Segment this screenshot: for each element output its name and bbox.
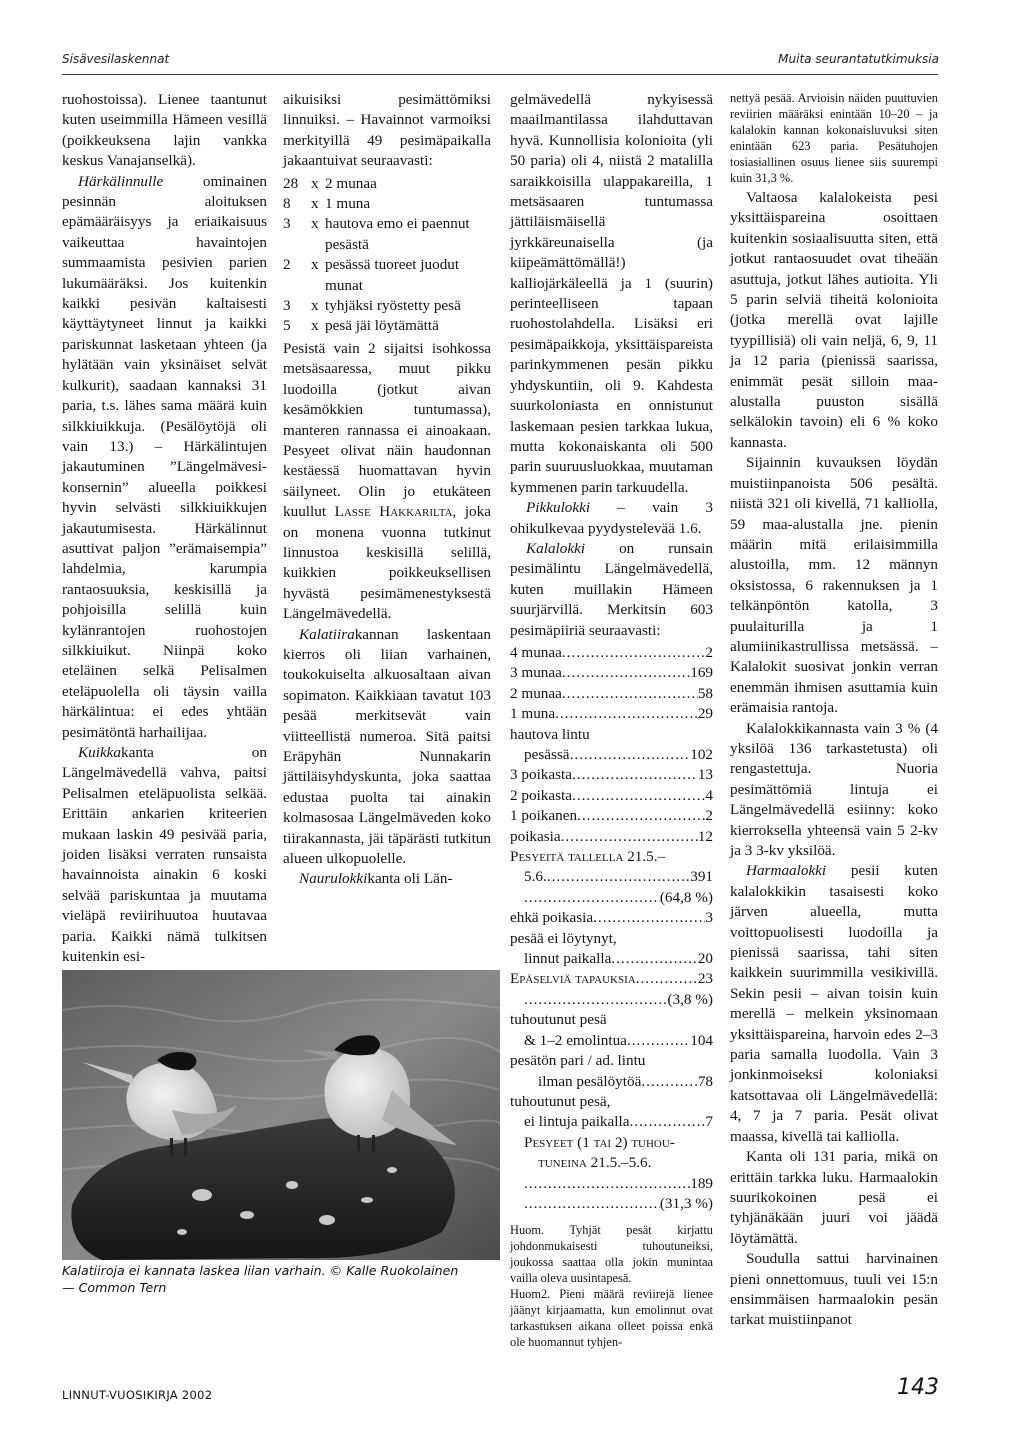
count-row [510, 643, 713, 663]
count-row [510, 1112, 713, 1132]
tally-multiplier: x [311, 195, 319, 213]
leader-dots [562, 663, 690, 683]
count-label: 4 munaa [510, 643, 562, 661]
count-row [510, 725, 713, 745]
count-row [510, 1174, 713, 1194]
running-header-right: Muita seurantatutkimuksia [778, 52, 939, 66]
count-label: ilman pesälöytöä [538, 1072, 642, 1090]
tally-label: tyhjäksi ryöstetty pesä [325, 297, 461, 315]
count-label: 2 munaa [510, 684, 562, 702]
leader-dots [627, 1031, 690, 1051]
count-row [510, 990, 713, 1010]
count-row [510, 949, 713, 969]
tally-row [283, 214, 491, 255]
count-label: poikasia [510, 827, 561, 845]
text: Pesistä vain 2 sijaitsi isohkossa metsäsaaressa, muut pikku luodoilla (jotkut aivan kesämökkien tuntumassa), manteren rannassa ei ainoakaan. Pesyeet olivat näin haudonnan kestäessä huomattavan hyvin säilyneet. Olin jo etukäteen kuullut [283, 339, 491, 521]
count-row [510, 847, 713, 867]
text: aikuisiksi pesimättömiksi linnuiksi. – Havainnot varmoiksi merkityillä 49 pesimäpaikalla jakaantuivat seuraavasti: [283, 91, 491, 170]
count-value: 4 [705, 786, 713, 804]
page-number: 143 [897, 1375, 939, 1400]
text: kanta on Längelmävedellä vahva, paitsi Pelisalmen eteläpuolista selkää. Erittäin ankarien kriteerien mukaan laskin 49 pesivää paria, joiden lisäksi verraten runsaista havainnoista ainakin 6 koski selvää pariskuntaa ja muutama vieläpä reviirihuutoa huutavaa paria. Kaikki nämä tulkitsen kuitenkin esi- [62, 744, 267, 966]
leader-dots [562, 643, 706, 663]
count-row [510, 1194, 713, 1214]
text: kannan laskentaan kierros oli liian varhainen, toukokuiselta alkuosaltaan aivan sopimaton. Kaikkiaan tavatut 103 pesää merkitsevät vain viitteellistä numeroa. Sitä paitsi Eräpyhän Nunnakarin jättiläisyhdyskunta, joka saattaa edustaa puolta tai ainakin kolmasosaa Längelmäveden koko tiirakannasta, jäi täpärästi tutkitun alueen ulkopuolelle. [283, 625, 491, 868]
count-row [510, 1133, 713, 1153]
leader-dots [629, 1112, 705, 1132]
count-row [510, 745, 713, 765]
paragraph [730, 453, 938, 718]
count-value: 2 [705, 643, 713, 661]
text: Valtaosa kalalokeista pesi yksittäispareina osoittaen kuitenkin sosiaalisuutta siten, että jotkut rantaosuudet ovat tiheään asuttuja, jotkut lähes autioita. Yli 5 parin selviä tiheitä kolonioita (jotka merellä ovat lajille tyypillisiä) oli vain neljä, 6, 9, 11 ja 12 paria (pienissä saarissa, enimmät pesät silloin maa-alustalla puuston sisällä selkälokin tavoin) eli 6 % koko kannasta. [730, 189, 938, 451]
tally-multiplier: x [311, 174, 319, 192]
count-label: tuneina 21.5.–5.6. [538, 1154, 652, 1172]
count-label: pesässä [524, 746, 570, 763]
tally-multiplier: x [311, 317, 319, 335]
count-value: (64,8 %) [659, 888, 713, 906]
paragraph [730, 1249, 938, 1331]
column-2 [283, 90, 491, 890]
text: pesii kuten kalalokkikin tasaisesti koko järven alueella, mutta voittopuolisesti luodoilla ja pienissä saarissa, tahi siten kaikkein suurimmilla vesikivillä. Sekin pesii – aivan toisin kuin merellä – melkein yksinomaan yksittäispareina, harvoin edes 2–3 paria samalla luodolla. Vain 3 jonkinmoiseksi koloniaksi katsottavaa oli Längelmävedellä: 4, 7 ja 7 paria. Pesät olivat maassa, kivellä tai kalliolla. [730, 862, 938, 1145]
count-label: 1 poikanen [510, 807, 578, 825]
count-value: (31,3 %) [659, 1194, 713, 1212]
nest-count-list [510, 643, 713, 1214]
caption-line: Kalatiiroja ei kannata laskea liian varhain. © Kalle Ruokolainen [62, 1263, 459, 1278]
tern-photo [62, 970, 500, 1260]
leader-dots [524, 1194, 660, 1214]
count-label: Pesyeet (1 tai 2) tuhou- [524, 1133, 675, 1151]
text: – vain 3 ohikulkevaa pyydystelevää 1.6. [510, 499, 713, 537]
leader-dots [547, 867, 690, 887]
leader-dots [524, 990, 667, 1010]
count-row [510, 1092, 713, 1112]
leader-dots [611, 949, 698, 969]
count-label: 2 poikasta [510, 786, 573, 804]
count-label: ehkä poikasia [510, 909, 594, 927]
leader-dots [524, 1174, 690, 1194]
paragraph [730, 188, 938, 453]
count-value: (3,8 %) [667, 990, 713, 1008]
leader-dots [570, 745, 691, 765]
leader-dots [555, 704, 698, 724]
count-label: hautova lintu [510, 725, 590, 743]
count-value: 102 [690, 746, 713, 763]
tally-multiplier: x [311, 215, 319, 233]
leader-dots [561, 827, 698, 847]
tally-multiplier: x [311, 297, 319, 315]
footnote-continuation: nettyä pesää. Arvioisin näiden puuttuvien reviirien määräksi enintään 10–20 – ja kalalokin kannan kokonaisluvuksi siten enintään 623 paria. Pesätuhojen tosiasiallinen osuus lienee siis suurempi kuin 31,3 %. [730, 91, 938, 185]
count-row [510, 765, 713, 785]
text: Kalalokkikannasta vain 3 % (4 yksilöä 136 tarkastetusta) oli rengastettuja. Nuoria pesimättömiä lintuja ei Längelmävedellä esiinny: koko kierroksella yhteensä vain 5 2-kv ja 3 3-kv yksilöä. [730, 719, 938, 859]
tally-label: pesä jäi löytämättä [325, 317, 439, 335]
count-label: tuhoutunut pesä, [510, 1092, 611, 1110]
text: Kanta oli 131 paria, mikä on erittäin tarkka luku. Harmaalokin suurikokoinen pesä ei tyhjänäkään juuri voi jäädä löytämättä. [730, 1148, 938, 1247]
count-value: 23 [697, 970, 713, 988]
count-row [510, 888, 713, 908]
count-row [510, 1031, 713, 1051]
text: kanta oli Län- [367, 870, 453, 888]
text: Sijainnin kuvauksen löydän muistiinpanoista 506 pesältä. niistä 321 oli kivellä, 71 kalliolla, 59 maa-alustalla jne. pienin määrin mitä erilaisimmilla alustoilla, mm. 12 männyn oksistossa, 6 rakennuksen ja 1 telkänpöntön katolla, 3 puulaiturilla ja 1 alumiinikastrullissa metsässä. – Kalalokit suosivat jonkin verran enemmän ihmisen asuttamia kuin erämaisia rantoja. [730, 454, 938, 717]
count-row [510, 1010, 713, 1030]
count-label: linnut paikalla [524, 950, 612, 968]
paragraph [510, 90, 713, 498]
nest-tally-list [283, 174, 491, 337]
leader-dots [562, 684, 698, 704]
column-3 [510, 90, 713, 1350]
footnote: Huom. Tyhjät pesät kirjattu johdonmukaisesti tuhoutuneiksi, joukossa saattaa olla jokin munintaa vailla oleva uusintapesä. [510, 1223, 713, 1286]
leader-dots [577, 806, 705, 826]
count-row [510, 684, 713, 704]
footer-publication: LINNUT-VUOSIKIRJA 2002 [62, 1388, 213, 1402]
count-row [510, 786, 713, 806]
count-row [510, 1072, 713, 1092]
tally-count: 2 [283, 256, 291, 274]
count-label: pesätön pari / ad. lintu [510, 1052, 646, 1070]
count-value: 391 [690, 868, 713, 886]
count-row [510, 827, 713, 847]
paragraph [283, 625, 491, 870]
count-value: 58 [697, 684, 713, 702]
tally-multiplier: x [311, 256, 319, 274]
column-1 [62, 90, 267, 967]
count-label: 5.6. [524, 868, 547, 886]
species-name: Kuikka [78, 744, 122, 761]
tally-label: 2 munaa [325, 174, 377, 192]
count-row [510, 1051, 713, 1071]
count-value: 78 [697, 1072, 713, 1090]
species-name: Kalatiira [299, 625, 355, 643]
column-4 [730, 90, 938, 1331]
paragraph [62, 743, 267, 967]
species-name: Harmaalokki [746, 862, 827, 880]
leader-dots [593, 908, 705, 928]
tally-count: 5 [283, 317, 291, 335]
count-label: & 1–2 emolintua [524, 1031, 627, 1049]
paragraph [62, 90, 267, 172]
count-value: 104 [690, 1031, 713, 1049]
tally-label: pesässä tuoreet juodut munat [325, 256, 460, 294]
text: Soudulla sattui harvinainen pieni onnettomuus, tuuli vei 15:n ensimmäisen harmaalokin pesän tarkat muistiinpanot [730, 1250, 938, 1329]
count-row [510, 969, 713, 989]
count-value: 29 [697, 705, 713, 723]
paragraph [283, 339, 491, 625]
leader-dots [572, 765, 698, 785]
running-header-left: Sisävesilaskennat [62, 52, 170, 66]
leader-dots [641, 1072, 697, 1092]
count-label: tuhoutunut pesä [510, 1011, 607, 1029]
text: ruohostoissa). Lienee taantunut kuten useimmilla Hämeen vesillä (poikkeuksena lajin vankka keskus Vanajanselkä). [62, 91, 267, 170]
count-row [510, 908, 713, 928]
tally-row [283, 194, 491, 214]
tally-count: 3 [283, 297, 291, 315]
footnote: Huom2. Pieni määrä reviirejä lienee jäänyt kirjaamatta, kun emolinnut ovat tarkastuksen aikana olleet poissa enkä ole huomannut tyhjen- [510, 1287, 713, 1350]
count-value: 13 [697, 766, 713, 784]
tally-count: 28 [283, 174, 299, 192]
count-label: Epäselviä tapauksia [510, 970, 636, 988]
text: on runsain pesimälintu Längelmävedellä, kuten muillakin Hämeen suurjärvillä. Merkitsin 603 pesimäpiiriä seuraavasti: [510, 539, 713, 639]
count-row [510, 663, 713, 683]
tally-row [283, 174, 491, 194]
count-label: 1 muna [510, 705, 556, 723]
species-name: Naurulokki [299, 870, 368, 888]
count-label: pesää ei löytynyt, [510, 929, 617, 947]
count-label: ei lintuja paikalla [524, 1113, 630, 1131]
text: , joka on monena vuonna tutkinut linnustoa keskisillä selillä, kuikkien poikkeuksellisen hyvästä pesimämenestyksestä Längelmävedellä. [283, 503, 491, 623]
text: ominainen pesinnän aloituksen epämääräisyys ja eriaikaisuus vaikeuttaa havaintojen summaamista pesivien parien lukumääräksi. Jos kuitenkin kaikki pesivän kaltaisesti käyttäytyneet linnut ja kaikki pariskunnat lasketaan yhteen (ja hylätään vain yksinäiset selvät kulkurit), saadaan kannaksi 31 paria, t.s. lähes sama määrä kuin silkkiuikkuja. (Pesälöytöjä oli vain 13.) – Härkälintujen jakautuminen ”Längelmävesi-konsernin” alueella poikkesi hyvin selvästi silkkiuikkujen jakautumisesta. Härkälinnut asuttivat paljon ”erämaisempia” lahdelmia, karumpia rantaosuuksia, keskisillä ja pohjoisilla selillä kuin kylänrantojen ruohostojen silkkiuikut. Niinpä koko eteläinen selkä Pelisalmen eteläpuolella oli täysin vailla härkälintua: ei edes yhtään pesimätöntä harhailijaa. [62, 172, 267, 741]
count-row [510, 1153, 713, 1173]
species-name: Kalalokki [526, 539, 586, 557]
count-row [510, 929, 713, 949]
count-value: 20 [697, 950, 713, 968]
paragraph [283, 869, 491, 889]
count-value: 12 [697, 827, 713, 845]
species-name: Pikkulokki [526, 499, 591, 517]
paragraph [730, 861, 938, 1147]
tally-label: 1 muna [325, 195, 371, 213]
photo-caption [62, 1262, 502, 1296]
paragraph [510, 498, 713, 539]
tally-count: 3 [283, 215, 291, 233]
count-value: 169 [690, 664, 713, 682]
tally-label: hautova emo ei paennut pesästä [325, 215, 470, 253]
count-label: 3 poikasta [510, 766, 573, 784]
tally-row [283, 255, 491, 296]
footnote-block [510, 1222, 713, 1350]
paragraph [730, 719, 938, 862]
count-label: 3 munaa [510, 664, 562, 682]
count-row [510, 867, 713, 887]
tally-row [283, 316, 491, 336]
paragraph [510, 539, 713, 641]
count-row [510, 806, 713, 826]
caption-line: — Common Tern [62, 1280, 167, 1295]
header-rule [62, 74, 938, 75]
count-label: Pesyeitä tallella 21.5.– [510, 848, 666, 866]
tally-row [283, 296, 491, 316]
count-value: 7 [705, 1113, 713, 1131]
leader-dots [572, 786, 705, 806]
count-value: 3 [705, 909, 713, 927]
tern-photo-illustration [62, 970, 500, 1260]
species-name: Härkälinnulle [78, 172, 164, 190]
paragraph [283, 90, 491, 172]
person-name: Lasse Hakkarilta [334, 503, 453, 521]
leader-dots [524, 888, 660, 908]
paragraph [62, 172, 267, 743]
tally-count: 8 [283, 195, 291, 213]
text: gelmävedellä nykyisessä maailmantilassa ilahduttavan hyvä. Kunnollisia kolonioita (yli 50 paria) oli 4, niistä 2 matalilla saraikkoisilla ulappakareilla, 1 metsäsaaren tuntumassa jättiläismäisellä jyrkkäreunaisella (ja kiipeämättömällä!) kalliojärkäleellä ja 1 (suurin) perinteelliseen tapaan ruohostolahdella. Lisäksi eri pesimäpaikkoja, yksittäispareista parinkymmenen pesän pikku yhdyskuntiin, oli 9. Kahdesta suurkoloniasta en onnistunut laskemaan pesien tarkkaa lukua, mutta kokonaiskanta oli 500 parin suuruusluokkaa, muutaman kymmenen parin tarkuudella. [510, 91, 713, 496]
count-value: 189 [690, 1174, 713, 1192]
leader-dots [636, 969, 698, 989]
paragraph [730, 1147, 938, 1249]
count-value: 2 [705, 807, 713, 825]
count-row [510, 704, 713, 724]
